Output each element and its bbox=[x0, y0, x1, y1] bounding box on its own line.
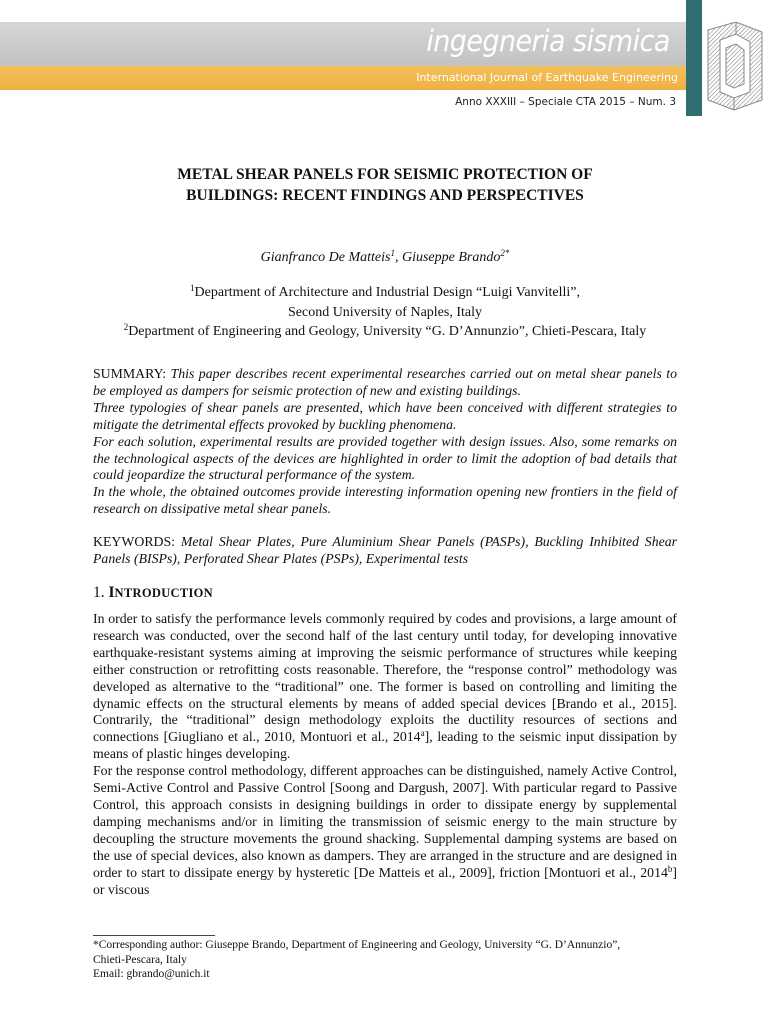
paper-title-line: BUILDINGS: RECENT FINDINGS AND PERSPECTIVES bbox=[186, 187, 584, 204]
author-name: Giuseppe Brando bbox=[401, 250, 501, 265]
affiliations bbox=[80, 283, 690, 342]
author-list bbox=[80, 250, 690, 266]
body-paragraph bbox=[93, 763, 677, 898]
body-text: ] or viscous bbox=[93, 864, 677, 897]
journal-subtitle: International Journal of Earthquake Engineering bbox=[416, 71, 678, 84]
section-title-rest: NTRODUCTION bbox=[114, 586, 213, 600]
issue-info: Anno XXXIII – Speciale CTA 2015 – Num. 3 bbox=[455, 96, 676, 108]
summary-paragraph: For each solution, experimental results are provided together with design issues. Also, some remarks on the technological aspects of the devices are highlighted in order to limit the adoption of bad details that could jeopardize the structural performance of the system. bbox=[93, 433, 677, 483]
section-heading bbox=[93, 584, 213, 602]
journal-name: ingegneria sismica bbox=[426, 24, 670, 58]
author-affiliation-mark: 1 bbox=[390, 248, 395, 258]
footnote-line: *Corresponding author: Giuseppe Brando, Department of Engineering and Geology, University “G. D’Annunzio”, bbox=[93, 939, 621, 951]
keywords-block bbox=[93, 534, 677, 568]
author-affiliation-mark: 2 bbox=[500, 248, 505, 258]
summary-label: SUMMARY: bbox=[93, 366, 171, 381]
header-accent-bar bbox=[686, 0, 702, 116]
summary-paragraph: In the whole, the obtained outcomes provide interesting information opening new frontiers in the field of research on dissipative metal shear panels. bbox=[93, 484, 677, 517]
summary-paragraph: This paper describes recent experimental researches carried out on metal shear panels to be employed as dampers for seismic protection of new and existing buildings. bbox=[93, 366, 678, 398]
footnote bbox=[93, 938, 693, 982]
section-initial: I bbox=[108, 584, 115, 601]
affiliation-text: Department of Architecture and Industrial Design “Luigi Vanvitelli”, bbox=[194, 285, 580, 300]
footnote-rule bbox=[93, 935, 215, 936]
footnote-line: Chieti-Pescara, Italy bbox=[93, 953, 187, 966]
keywords-label: KEYWORDS: bbox=[93, 534, 181, 549]
affiliation-1-line2: Second University of Naples, Italy bbox=[287, 304, 482, 320]
affiliation-mark: 2 bbox=[123, 322, 129, 332]
paper-title bbox=[80, 164, 690, 206]
body-text: In order to satisfy the performance levels commonly required by codes and provisions, a large amount of research was conducted, over the second half of the last century until today, for developing innovative earthquake-resistant systems aiming at improving the seismic performance of structures while keeping either construction or retrofitting costs reasonable. Therefore, the “response control” methodology was developed as alternative to the “traditional” one. The former is based on controlling and limiting the dynamic effects on the structural elements by means of added special devices [Brando et al., 2015]. Contrarily, the “traditional” design methodology exploits the ductility resources of sections and connections [Giugliano et al., 2010, Montuori et al., 2014 bbox=[93, 611, 677, 745]
corresponding-author-mark: * bbox=[504, 248, 510, 258]
summary-paragraph: Three typologies of shear panels are presented, which have been conceived with different strategies to mitigate the detrimental effects provoked by buckling phenomena. bbox=[93, 399, 677, 432]
paper-title-line: METAL SHEAR PANELS FOR SEISMIC PROTECTION OF bbox=[177, 166, 593, 183]
body-text: ], leading to the seismic input dissipation by means of plastic hinges developing. bbox=[93, 729, 678, 762]
author-name: Gianfranco De Matteis bbox=[260, 250, 391, 265]
citation-mark: a bbox=[420, 728, 425, 739]
summary-block bbox=[93, 366, 677, 518]
affiliation-2 bbox=[80, 322, 690, 342]
journal-logo-icon bbox=[704, 22, 766, 112]
author-separator: , bbox=[394, 250, 402, 265]
section-number: 1. bbox=[93, 584, 109, 601]
footnote-email: Email: gbrando@unich.it bbox=[93, 968, 210, 980]
affiliation-mark: 1 bbox=[190, 283, 195, 293]
affiliation-1 bbox=[80, 283, 690, 303]
citation-mark: b bbox=[667, 863, 673, 874]
keywords-text: Metal Shear Plates, Pure Aluminium Shear Panels (PASPs), Buckling Inhibited Shear Panels (BISPs), Perforated Shear Plates (PSPs), Experimental tests bbox=[93, 534, 677, 566]
journal-subtitle-strip bbox=[0, 66, 686, 90]
body-text: For the response control methodology, different approaches can be distinguished, namely Active Control, Semi-Active Control and Passive Control [Soong and Dargush, 2007]. With particular regard to Passive Control, this approach consists in designing buildings in order to dissipate energy by supplemental damping mechanisms and/or in limiting the transmission of seismic energy to the main structure by decoupling the structure movements the ground shacking. Supplemental damping systems are based on the use of special devices, also known as dampers. They are arranged in the structure and are designed in order to start to dissipate energy by hysteretic [De Matteis et al., 2009], friction [Montuori et al., 2014 bbox=[93, 763, 677, 880]
journal-header-band bbox=[0, 22, 686, 66]
introduction-body bbox=[93, 611, 677, 898]
affiliation-text: Department of Engineering and Geology, University “G. D’Annunzio”, Chieti-Pescara, Italy bbox=[128, 324, 647, 339]
body-paragraph bbox=[93, 611, 677, 763]
